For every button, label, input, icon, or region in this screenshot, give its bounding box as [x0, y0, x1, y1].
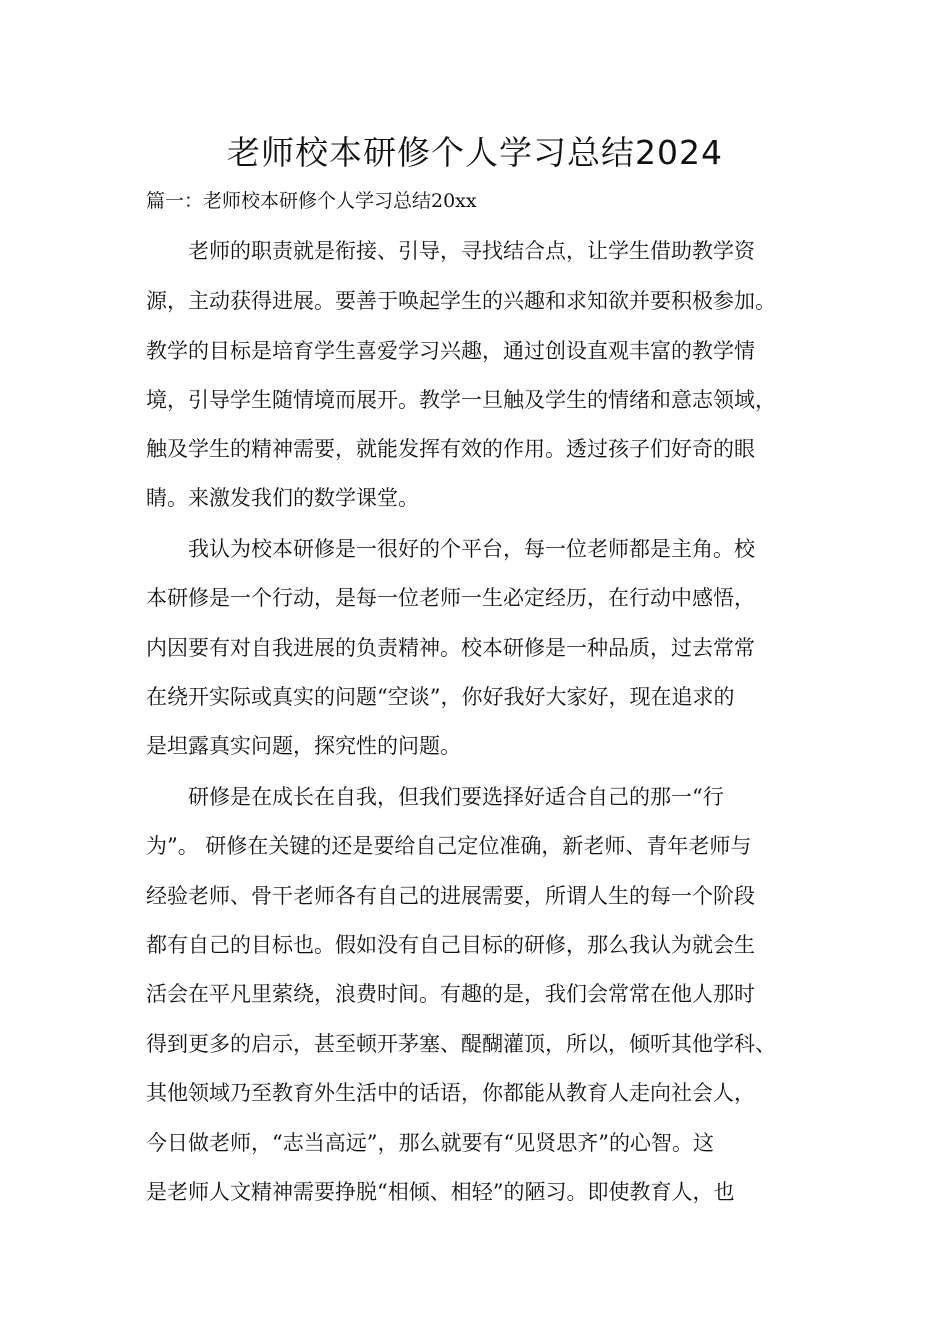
paragraph-3-line-7: 其他领域乃至教育外生活中的话语，你都能从教育人走向社会人， [146, 1081, 755, 1105]
paragraph-2-line-4: 在绕开实际或真实的问题“空谈”，你好我好大家好，现在追求的 [146, 685, 735, 709]
document-subtitle: 篇一：老师校本研修个人学习总结20xx [146, 190, 477, 212]
paragraph-1-line-6: 睛。来激发我们的数学课堂。 [146, 486, 419, 510]
paragraph-3-line-5: 活会在平凡里萦绕，浪费时间。有趣的是，我们会常常在他人那时 [146, 982, 755, 1006]
paragraph-3-line-6: 得到更多的启示，甚至顿开茅塞、醍醐灌顶，所以，倾听其他学科、 [146, 1032, 776, 1056]
paragraph-1-line-5: 触及学生的精神需要，就能发挥有效的作用。透过孩子们好奇的眼 [146, 437, 755, 461]
paragraph-3-line-9: 是老师人文精神需要挣脱“相倾、相轻”的陋习。即使教育人，也 [146, 1180, 735, 1204]
document-title: 老师校本研修个人学习总结2024 [227, 133, 723, 172]
paragraph-1-line-4: 境，引导学生随情境而展开。教学一旦触及学生的情绪和意志领域， [146, 388, 776, 412]
paragraph-2-line-3: 内因要有对自我进展的负责精神。校本研修是一种品质，过去常常 [146, 636, 755, 660]
paragraph-3-line-8: 今日做老师，“志当高远”，那么就要有“见贤思齐”的心智。这 [146, 1131, 714, 1155]
paragraph-2-line-1: 我认为校本研修是一很好的个平台，每一位老师都是主角。校 [188, 537, 755, 561]
paragraph-3-line-2: 为”。 研修在关键的还是要给自己定位准确，新老师、青年老师与 [146, 834, 752, 858]
paragraph-1-line-3: 教学的目标是培育学生喜爱学习兴趣，通过创设直观丰富的教学情 [146, 339, 755, 363]
paragraph-1-line-1: 老师的职责就是衔接、引导，寻找结合点，让学生借助教学资 [188, 239, 755, 263]
paragraph-1-line-2: 源，主动获得进展。要善于唤起学生的兴趣和求知欲并要积极参加。 [146, 289, 776, 313]
paragraph-2-line-5: 是坦露真实问题，探究性的问题。 [146, 734, 461, 758]
paragraph-3-line-3: 经验老师、骨干老师各有自己的进展需要，所谓人生的每一个阶段 [146, 884, 755, 908]
paragraph-3-line-1: 研修是在成长在自我，但我们要选择好适合自己的那一“行 [188, 785, 724, 809]
paragraph-2-line-2: 本研修是一个行动，是每一位老师一生必定经历，在行动中感悟， [146, 586, 755, 610]
paragraph-3-line-4: 都有自己的目标也。假如没有自己目标的研修，那么我认为就会生 [146, 933, 755, 957]
